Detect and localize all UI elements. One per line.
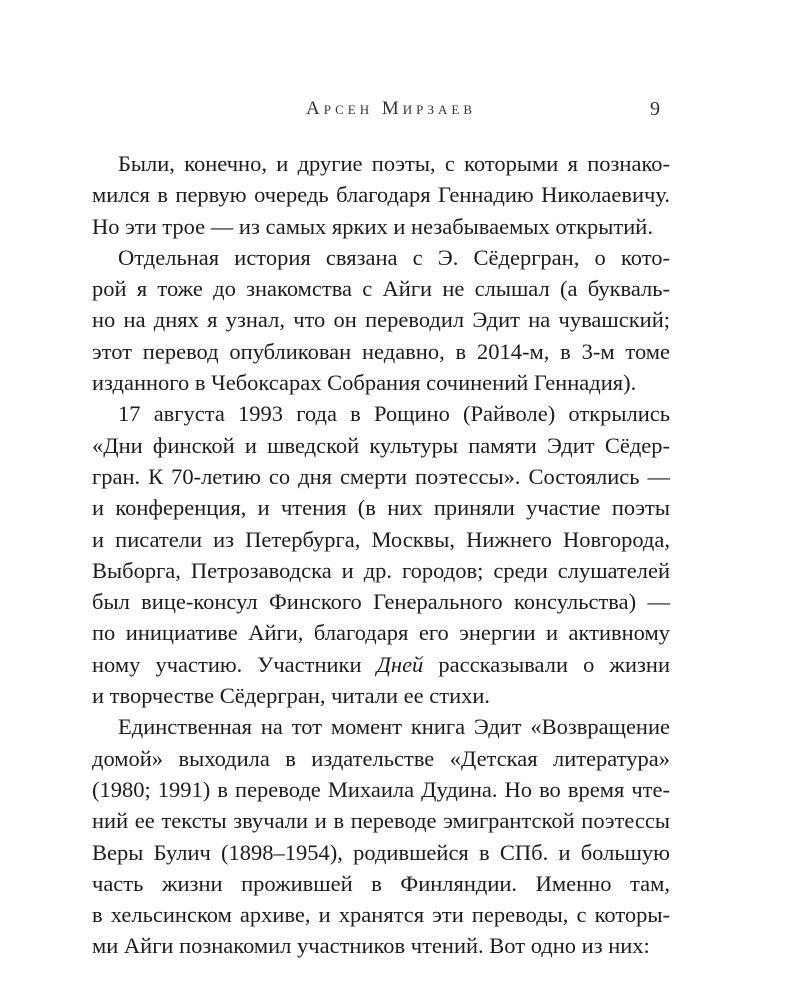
text-line <box>92 649 670 680</box>
text-line: Выборга, Петрозаводска и др. городов; среди слушателей <box>92 557 670 583</box>
text-line: этот перевод опубликован недавно, в 2014-м, в 3-м томе <box>92 338 670 364</box>
text-line: 17 августа 1993 года в Рощино (Райволе) открылись <box>118 401 670 427</box>
text-line: Были, конечно, и другие поэты, с которыми я познако- <box>118 151 670 176</box>
text-line: ми Айги познакомил участников чтений. Вот одно из них: <box>92 933 650 959</box>
italic-term: Дней <box>376 651 424 677</box>
text-line: в хельсинском архиве, и хранятся эти переводы, с которы- <box>92 902 670 928</box>
text-line: и конференция, и чтения (в них приняли участие поэты <box>92 495 670 521</box>
text-line: и творчестве Сёдергран, читали ее стихи. <box>92 683 491 709</box>
text-line: и писатели из Петербурга, Москвы, Нижнего Новгорода, <box>92 526 670 552</box>
text-line: был вице-консул Финского Генерального консульства) — <box>92 589 670 615</box>
text-line: рой я тоже до знакомства с Айги не слышал (а букваль- <box>92 276 670 302</box>
text-line: мился в первую очередь благодаря Геннадию Николаевичу. <box>92 182 670 208</box>
text-line: часть жизни прожившей в Финляндии. Именно там, <box>92 870 670 896</box>
body-text <box>92 148 670 962</box>
text-line: домой» выходила в издательстве «Детская литература» <box>92 745 670 771</box>
text-line: Единственная на тот момент книга Эдит «Возвращение <box>118 714 670 740</box>
text-line: Веры Булич (1898–1954), родившейся в СПб. и большую <box>92 839 670 865</box>
running-head <box>122 98 660 126</box>
page-number: 9 <box>650 98 660 120</box>
text-run: рассказывали о жизни <box>423 651 670 677</box>
text-line: «Дни финской и шведской культуры памяти Эдит Сёдер- <box>92 432 670 458</box>
text-line: ний ее тексты звучали и в переводе эмигрантской поэтессы <box>92 808 670 834</box>
text-line: по инициативе Айги, благодаря его энергии и активному <box>92 620 670 646</box>
running-head-author: Арсен Мирзаев <box>305 98 477 119</box>
text-line: Но эти трое — из самых ярких и незабываемых открытий. <box>92 213 653 239</box>
text-run: ному участию. Участники <box>92 651 377 677</box>
text-line: гран. К 70-летию со дня смерти поэтессы». Состоялись — <box>92 463 670 489</box>
text-line: Отдельная история связана с Э. Сёдергран, о кото- <box>118 244 670 270</box>
text-line: (1980; 1991) в переводе Михаила Дудина. Но во время чте- <box>92 776 670 802</box>
text-line: но на днях я узнал, что он переводил Эдит на чувашский; <box>92 307 670 333</box>
text-line: изданного в Чебоксарах Собрания сочинений Геннадия). <box>92 370 637 396</box>
